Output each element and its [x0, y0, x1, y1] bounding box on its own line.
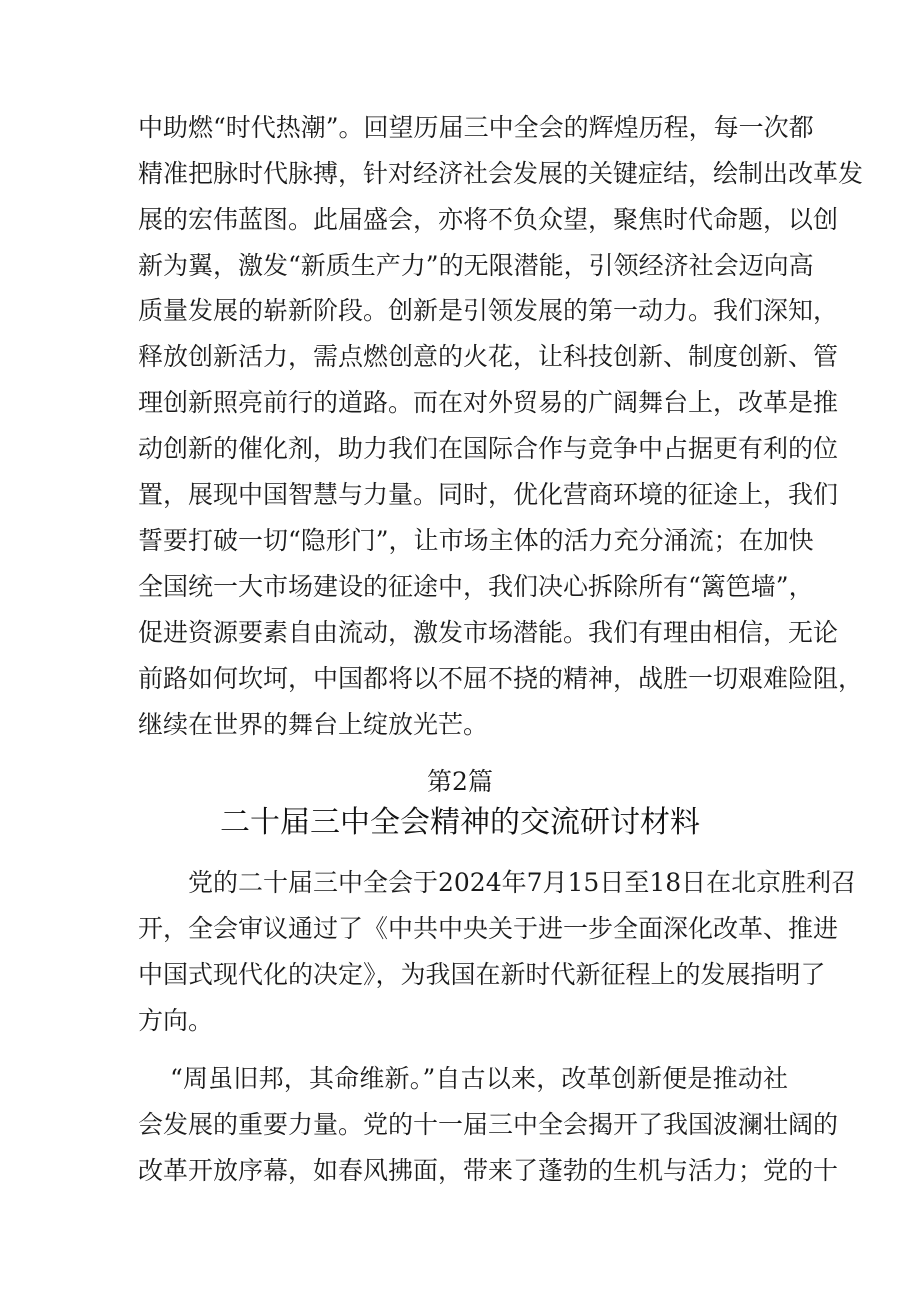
- body-text-line: 誓要打破一切“隐形门”，让市场主体的活力充分涌流；在加快: [138, 526, 814, 555]
- body-text-line: 理创新照亮前行的道路。而在对外贸易的广阔舞台上，改革是推: [138, 388, 839, 417]
- body-text-line: 改革开放序幕，如春风拂面，带来了蓬勃的生机与活力；党的十: [138, 1156, 839, 1185]
- body-text-line: 释放创新活力，需点燃创意的火花，让科技创新、制度创新、管: [138, 342, 839, 371]
- body-text-line: 中助燃“时代热潮”。回望历届三中全会的辉煌历程，每一次都: [138, 113, 814, 142]
- body-text-line: 促进资源要素自由流动，激发市场潜能。我们有理由相信，无论: [138, 618, 839, 647]
- body-text-line: 精准把脉时代脉搏，针对经济社会发展的关键症结，绘制出改革发: [138, 159, 864, 188]
- body-text-line: 全国统一大市场建设的征途中，我们决心拆除所有“篱笆墙”，: [138, 572, 814, 601]
- body-text-line: 新为翼，激发“新质生产力”的无限潜能，引领经济社会迈向高: [138, 251, 814, 280]
- body-text-line: 置，展现中国智慧与力量。同时，优化营商环境的征途上，我们: [138, 480, 839, 509]
- body-text-line: 质量发展的崭新阶段。创新是引领发展的第一动力。我们深知，: [138, 296, 839, 325]
- body-text-line: 党的二十届三中全会于2024年7月15日至18日在北京胜利召: [188, 868, 857, 897]
- body-text-line: 前路如何坎坷，中国都将以不屈不挠的精神，战胜一切艰难险阻，: [138, 664, 864, 693]
- body-text-line: 中国式现代化的决定》，为我国在新时代新征程上的发展指明了: [138, 960, 826, 989]
- body-text-line: “周虽旧邦，其命维新。”自古以来，改革创新便是推动社: [170, 1064, 788, 1093]
- body-text-line: 方向。: [138, 1006, 214, 1035]
- body-text-line: 动创新的催化剂，助力我们在国际合作与竞争中占据更有利的位: [138, 434, 839, 463]
- article-title: 二十届三中全会精神的交流研讨材料: [220, 805, 700, 840]
- body-text-line: 开，全会审议通过了《中共中央关于进一步全面深化改革、推进: [138, 914, 839, 943]
- section-label: 第2篇: [427, 767, 493, 796]
- body-text-line: 展的宏伟蓝图。此届盛会，亦将不负众望，聚焦时代命题，以创: [138, 205, 839, 234]
- body-text-line: 会发展的重要力量。党的十一届三中全会揭开了我国波澜壮阔的: [138, 1110, 839, 1139]
- body-text-line: 继续在世界的舞台上绽放光芒。: [138, 710, 489, 739]
